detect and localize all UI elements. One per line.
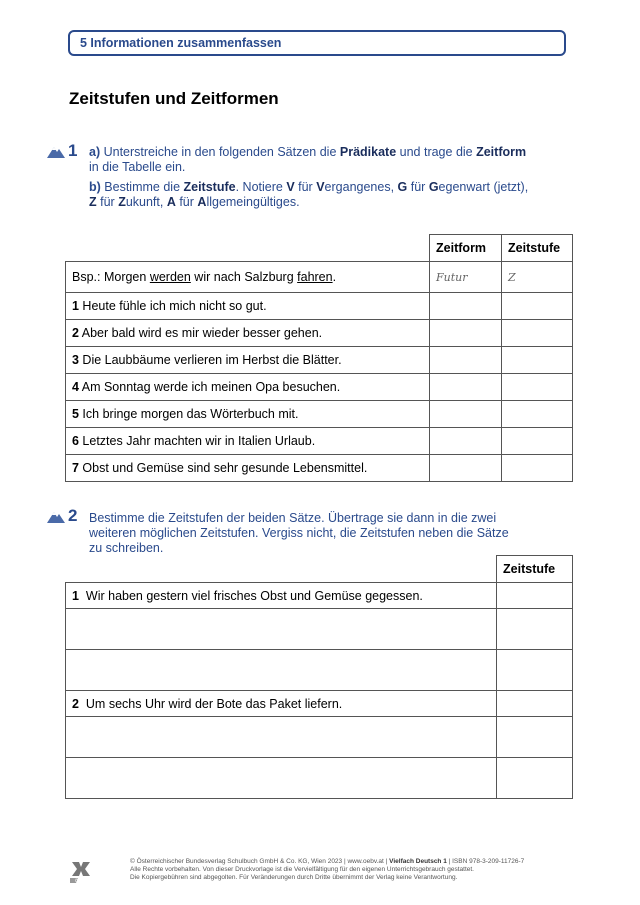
task-1-table [65, 234, 573, 482]
sentence-5: 5 Ich bringe morgen das Wörterbuch mit. [66, 401, 430, 428]
task-2-sentence-2: 2 Um sechs Uhr wird der Bote das Paket liefern. [66, 691, 497, 717]
table-row [66, 347, 573, 374]
answer-line[interactable] [66, 717, 497, 758]
sentence-1: 1 Heute fühle ich mich nicht so gut. [66, 293, 430, 320]
task-1-instruction-a: a) Unterstreiche in den folgenden Sätzen die Prädikate und trage die Zeitform in die Tabelle ein. [89, 145, 527, 174]
col-zeitstufe-2: Zeitstufe [497, 556, 573, 583]
publisher-logo-icon [68, 858, 94, 884]
task-2-sentence-1: 1 Wir haben gestern viel frisches Obst und Gemüse gegessen. [66, 583, 497, 609]
task-2-zeitstufe-2[interactable] [497, 691, 573, 717]
svg-text:öbv: öbv [75, 878, 85, 884]
col-zeitform: Zeitform [430, 235, 502, 262]
answer-line[interactable] [66, 758, 497, 799]
table-row [66, 428, 573, 455]
sentence-7: 7 Obst und Gemüse sind sehr gesunde Lebensmittel. [66, 455, 430, 482]
table-row [66, 320, 573, 347]
zeitform-cell-3[interactable] [430, 347, 502, 374]
task-1-number: 1 [68, 141, 78, 160]
table-row [66, 455, 573, 482]
sentence-6: 6 Letztes Jahr machten wir in Italien Urlaub. [66, 428, 430, 455]
zeitform-cell-6[interactable] [430, 428, 502, 455]
answer-zeitstufe[interactable] [497, 758, 573, 799]
example-zeitstufe: Z [502, 262, 573, 293]
zeitstufe-cell-2[interactable] [502, 320, 573, 347]
task-2-table [65, 555, 573, 799]
zeitstufe-cell-6[interactable] [502, 428, 573, 455]
answer-line[interactable] [66, 650, 497, 691]
page-title: Zeitstufen und Zeitformen [69, 89, 279, 108]
zeitform-cell-5[interactable] [430, 401, 502, 428]
zeitform-cell-7[interactable] [430, 455, 502, 482]
table-row [66, 401, 573, 428]
table-row [66, 583, 573, 609]
copyright-footer: © Österreichischer Bundesverlag Schulbuch GmbH & Co. KG, Wien 2023 | www.oebv.at | Vielfach Deutsch 1 | ISBN 978-3-209-11726-7 Alle Rechte vorbehalten. Von dieser Druckvorlage ist die Vervielfältigung für den eigenen Unterrichtsgebrauch gestattet. Die Kopiergebühren sind abgegolten. Für Veränderungen durch Dritte übernimmt der Verlag keine Verantwortung. [130, 858, 525, 881]
zeitstufe-cell-5[interactable] [502, 401, 573, 428]
zeitstufe-cell-7[interactable] [502, 455, 573, 482]
zeitform-cell-1[interactable] [430, 293, 502, 320]
zeitform-cell-4[interactable] [430, 374, 502, 401]
sentence-4: 4 Am Sonntag werde ich meinen Opa besuchen. [66, 374, 430, 401]
difficulty-mountain-icon [47, 144, 65, 158]
table-row [66, 374, 573, 401]
table-row [66, 293, 573, 320]
zeitform-cell-2[interactable] [430, 320, 502, 347]
task-2-instruction: Bestimme die Zeitstufen der beiden Sätze. Übertrage sie dann in die zwei weiteren möglichen Zeitstufen. Vergiss nicht, die Zeitstufen neben die Sätze zu schreiben. [89, 511, 509, 555]
task-2-zeitstufe-1[interactable] [497, 583, 573, 609]
sentence-3: 3 Die Laubbäume verlieren im Herbst die Blätter. [66, 347, 430, 374]
answer-zeitstufe[interactable] [497, 717, 573, 758]
sentence-2: 2 Aber bald wird es mir wieder besser gehen. [66, 320, 430, 347]
answer-line[interactable] [66, 609, 497, 650]
zeitstufe-cell-1[interactable] [502, 293, 573, 320]
answer-zeitstufe[interactable] [497, 609, 573, 650]
zeitstufe-cell-4[interactable] [502, 374, 573, 401]
example-row [66, 262, 573, 293]
difficulty-mountain-icon [47, 509, 65, 523]
answer-zeitstufe[interactable] [497, 650, 573, 691]
col-zeitstufe: Zeitstufe [502, 235, 573, 262]
chapter-header: 5 Informationen zusammenfassen [68, 30, 566, 56]
task-2-number: 2 [68, 506, 78, 525]
task-1-instruction-b: b) Bestimme die Zeitstufe. Notiere V für Vergangenes, G für Gegenwart (jetzt), Z für Zukunft, A für Allgemeingültiges. [89, 180, 529, 209]
zeitstufe-cell-3[interactable] [502, 347, 573, 374]
table-row [66, 691, 573, 717]
example-sentence: Bsp.: Morgen werden wir nach Salzburg fahren. [66, 262, 430, 293]
example-zeitform: Futur [430, 262, 502, 293]
